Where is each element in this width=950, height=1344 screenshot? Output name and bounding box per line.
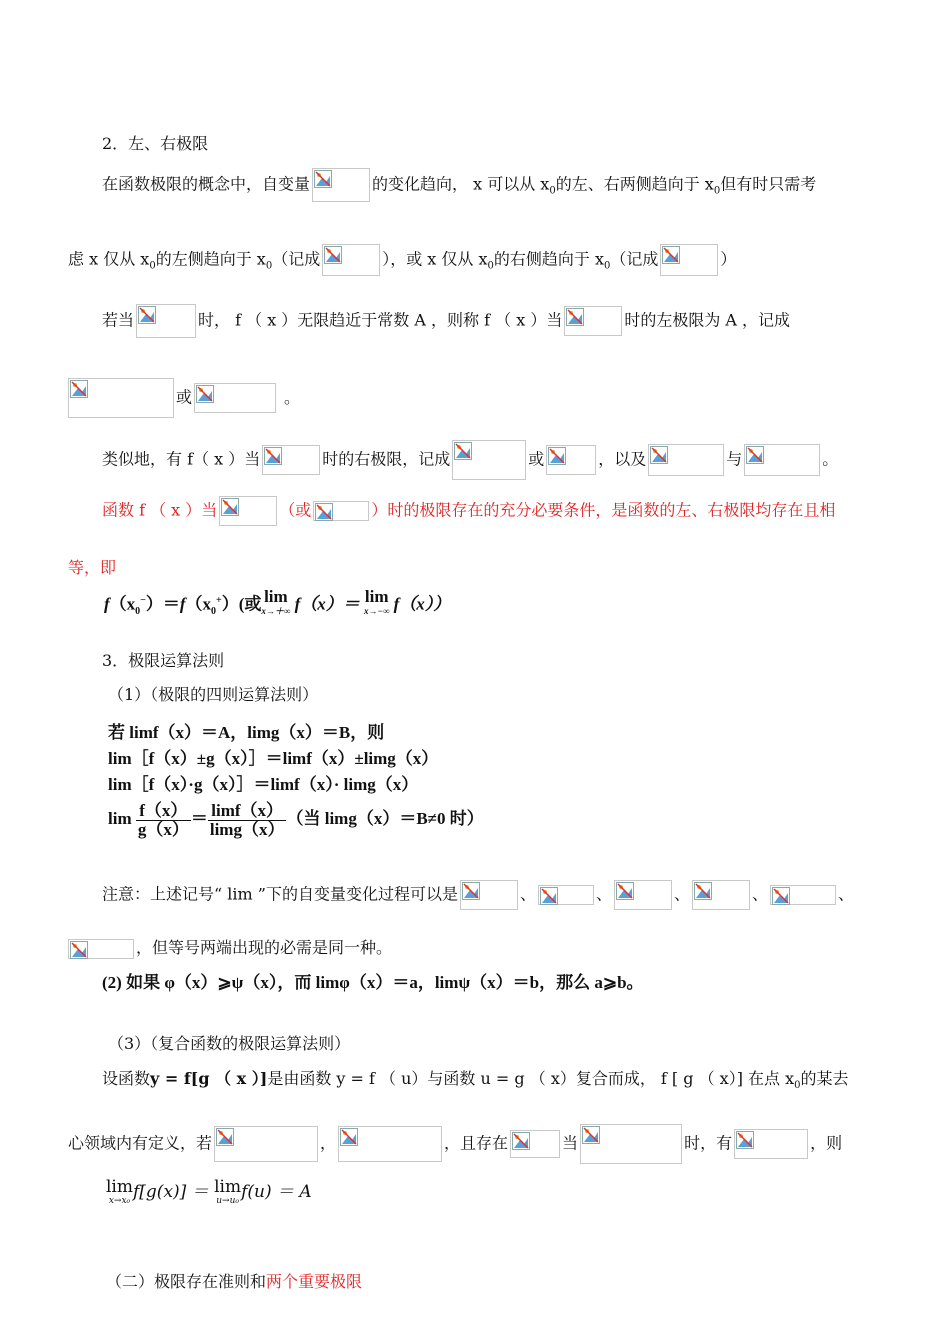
rule-line: lim［f（x）·g（x）］＝limf（x）· limg（x） — [108, 775, 419, 794]
lim-operator: lim x→x₀ — [106, 1177, 133, 1206]
section-heading-limit-rules: 3．极限运算法则 — [102, 651, 225, 670]
lim-operator: lim x→＋∞ — [261, 587, 291, 616]
broken-image-icon — [454, 442, 472, 460]
red-paragraph-line: 等，即 — [68, 558, 117, 577]
broken-image-icon — [650, 446, 668, 464]
paragraph-line: 在函数极限的概念中，自变量 的变化趋向， x 可以从 $x_0$的左、右两侧趋向于 $x_0$但有时只需考 — [102, 168, 816, 204]
formula-image — [322, 244, 380, 276]
important-limits-link-text: 两个重要极限 — [266, 1272, 363, 1291]
formula-image — [614, 880, 672, 910]
broken-image-icon — [138, 306, 156, 324]
broken-image-icon — [70, 941, 88, 959]
formula-image — [338, 1126, 442, 1162]
paragraph-line: ，但等号两端出现的必需是同一种。 — [68, 936, 392, 960]
formula-image — [660, 244, 718, 276]
formula-image — [564, 306, 622, 336]
broken-image-icon — [662, 246, 680, 264]
rule-line: 若 limf（x）＝A，limg（x）＝B，则 — [108, 723, 385, 742]
formula-image — [68, 939, 134, 959]
broken-image-icon — [736, 1131, 754, 1149]
formula-image — [692, 880, 750, 910]
formula-image — [214, 1126, 318, 1162]
formula-image — [744, 444, 820, 476]
formula-image — [510, 1130, 560, 1158]
broken-image-icon — [70, 380, 88, 398]
formula-image — [313, 501, 369, 521]
formula-image — [194, 383, 276, 413]
rule-quotient: lim $\frac{f(x)}{g(x)}$ ＝ $\frac{\lim f(x)}{\lim g(x)}$ （当 limg（x）＝B≠0 时） — [108, 800, 484, 839]
formula-image — [770, 885, 836, 905]
rule-line: lim［f（x）±g（x）］＝limf（x）±limg（x） — [108, 749, 439, 768]
broken-image-icon — [314, 170, 332, 188]
broken-image-icon — [746, 446, 764, 464]
broken-image-icon — [616, 882, 634, 900]
broken-image-icon — [772, 887, 790, 905]
formula-image — [460, 880, 518, 910]
broken-image-icon — [315, 503, 333, 521]
formula-image — [68, 378, 174, 418]
lim-operator: lim u→u₀ — [214, 1177, 242, 1206]
broken-image-icon — [582, 1126, 600, 1144]
paragraph-line: 若当 时， f （ x ）无限趋近于常数 A ，则称 f （ x ）当 时的左极限为 A ，记成 — [102, 304, 790, 338]
fraction: $\frac{f(x)}{g(x)}$ — [137, 800, 189, 839]
formula-image — [312, 168, 370, 202]
red-paragraph-line: 函数 f （ x ）当 （或 ）时的极限存在的充分必要条件，是函数的左、右极限均存在且相 — [102, 496, 835, 526]
formula-image — [219, 496, 277, 526]
subheading-composite-rules: （3）（复合函数的极限运算法则） — [108, 1034, 351, 1053]
broken-image-icon — [264, 447, 282, 465]
paragraph-line: 心领域内有定义，若 ， ，且存在 当 时，有 ，则 — [68, 1124, 842, 1164]
paragraph-line: 虑 x 仅从 $x_0$的左侧趋向于 $x_0$（记成 ），或 x 仅从 $x_0$的右侧趋向于 $x_0$（记成 ） — [68, 244, 736, 279]
limit-equality-formula: $f(x_0^-)=f(x_0^+)$(或 lim x→＋∞ f（x）＝ lim x→−∞ f（x）） — [104, 587, 451, 618]
broken-image-icon — [196, 385, 214, 403]
paragraph-line: 设函数y = f[g （ x ）]是由函数 y = f （ u）与函数 u = g （ x）复合而成， f [ g （ x）] 在点 $x_0$的某去 — [102, 1069, 849, 1092]
paragraph-line: 注意：上述记号“ lim ”下的自变量变化过程可以是 、 、 、 、 、 — [102, 880, 854, 910]
fraction: $\frac{\lim f(x)}{\lim g(x)}$ — [209, 800, 285, 839]
broken-image-icon — [540, 887, 558, 905]
formula-image — [580, 1124, 682, 1164]
broken-image-icon — [216, 1128, 234, 1146]
broken-image-icon — [548, 447, 566, 465]
section-heading-limit-criteria: （二）极限存在准则和两个重要极限 — [106, 1272, 363, 1291]
broken-image-icon — [694, 882, 712, 900]
formula-image — [648, 444, 724, 476]
composite-limit-formula: lim x→x₀ f[g(x)] ＝ lim u→u₀ f(u) ＝ A — [106, 1177, 312, 1206]
broken-image-icon — [566, 308, 584, 326]
formula-image — [262, 445, 320, 475]
broken-image-icon — [340, 1128, 358, 1146]
formula-image — [734, 1129, 808, 1159]
formula-image — [136, 304, 196, 338]
paragraph-line: 或 。 — [68, 378, 300, 418]
formula-image — [546, 445, 596, 475]
broken-image-icon — [462, 882, 480, 900]
broken-image-icon — [324, 246, 342, 264]
formula-image — [452, 440, 526, 480]
section-heading-left-right-limits: 2．左、右极限 — [102, 134, 209, 153]
broken-image-icon — [221, 498, 239, 516]
paragraph-line: 类似地，有 f（ x ）当 时的右极限，记成 或 ，以及 与 。 — [102, 440, 838, 480]
subheading-arithmetic-rules: （1）（极限的四则运算法则） — [108, 685, 319, 704]
broken-image-icon — [512, 1132, 530, 1150]
formula-image — [538, 885, 594, 905]
lim-operator: lim x→−∞ — [364, 587, 390, 616]
rule-line: (2) 如果 φ（x）⩾ψ（x），而 limφ（x）＝a，limψ（x）＝b，那么 a⩾b。 — [102, 973, 644, 992]
